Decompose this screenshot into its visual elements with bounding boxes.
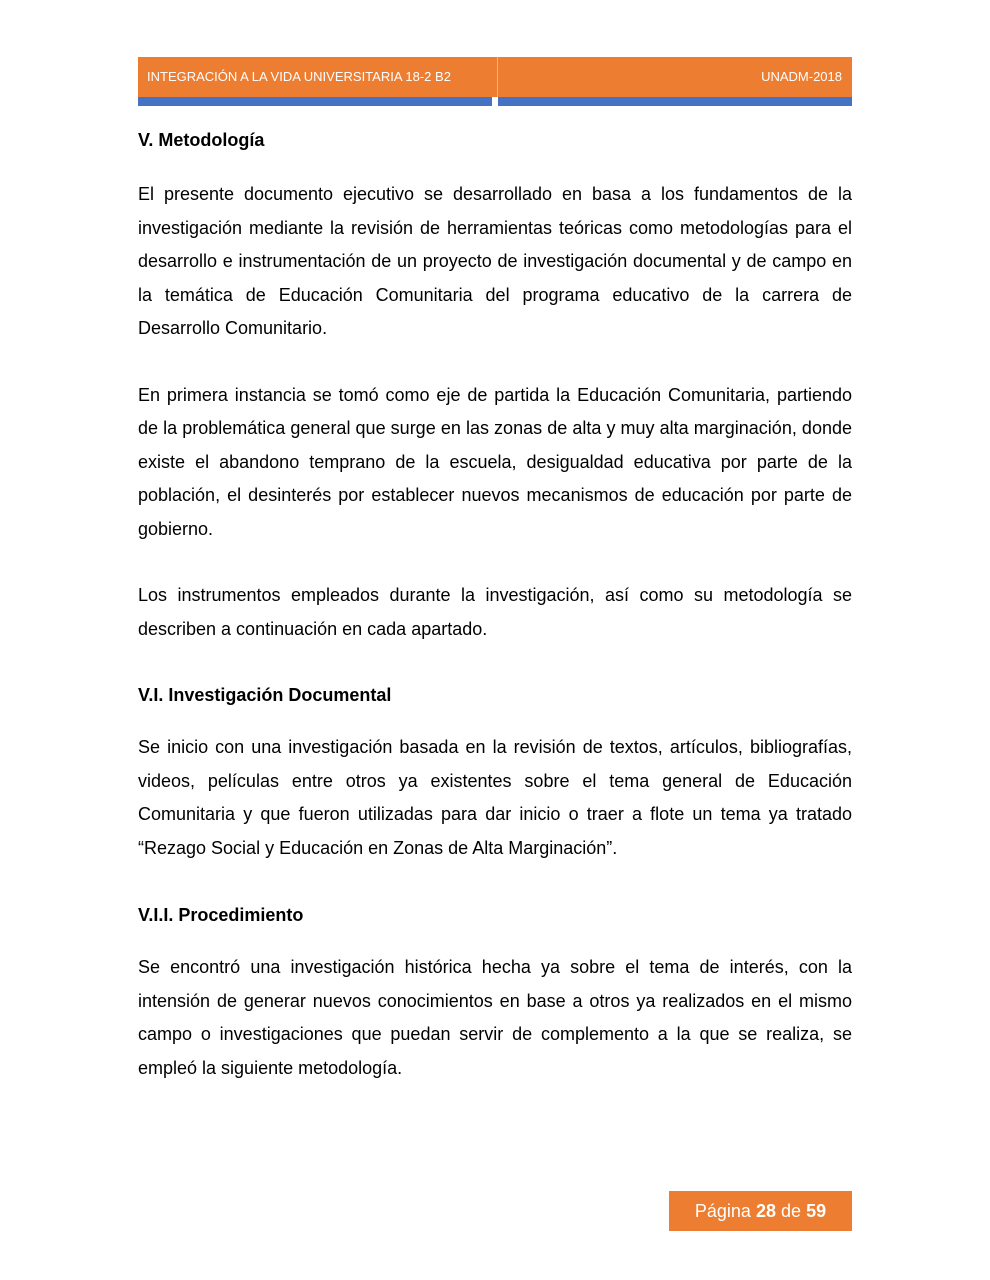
of-label: de <box>781 1201 802 1221</box>
header-institution: UNADM-2018 <box>761 69 842 84</box>
paragraph-procedimiento: Se encontró una investigación histórica hecha ya sobre el tema de interés, con la intensión de generar nuevos conocimientos en base a otros ya realizados en el mismo campo o investigaciones que puedan servir de complemento a la que se realiza, se empleó la siguiente metodología. <box>138 957 852 1078</box>
paragraph-metodologia-2: En primera instancia se tomó como eje de partida la Educación Comunitaria, partiendo de la problemática general que surge en las zonas de alta y muy alta marginación, donde existe el abandono temprano de la escuela, desigualdad educativa por parte de la población, el desinterés por establecer nuevos mecanismos de educación por parte de gobierno. <box>138 384 852 539</box>
section-title-investigacion-documental: V.I. Investigación Documental <box>138 685 392 705</box>
page-header <box>138 57 852 97</box>
section-title-procedimiento: V.I.I. Procedimiento <box>138 905 304 925</box>
header-accent-bar-right <box>498 97 852 106</box>
header-course-title: INTEGRACIÓN A LA VIDA UNIVERSITARIA 18-2 B2 <box>138 57 498 97</box>
paragraph-metodologia-1: El presente documento ejecutivo se desarrollado en basa a los fundamentos de la investigación mediante la revisión de herramientas teóricas como metodologías para el desarrollo e instrumentación de un proyecto de investigación documental y de campo en la temática de Educación Comunitaria del programa educativo de la carrera de Desarrollo Comunitario. <box>138 184 852 338</box>
document-body <box>138 122 852 1085</box>
paragraph-investigacion-documental: Se inicio con una investigación basada en la revisión de textos, artículos, bibliografías, videos, películas entre otros ya existentes sobre el tema general de Educación Comunitaria y que fueron utilizadas para dar inicio o traer a flote un tema ya tratado “Rezago Social y Educación en Zonas de Alta Marginación”. <box>138 737 852 858</box>
current-page-number: 28 <box>755 1201 776 1221</box>
total-pages-number: 59 <box>806 1201 827 1221</box>
paragraph-metodologia-3: Los instrumentos empleados durante la investigación, así como su metodología se describen a continuación en cada apartado. <box>138 585 852 639</box>
header-accent-bar-left <box>138 97 492 106</box>
section-title-metodologia: V. Metodología <box>138 130 265 150</box>
page-label: Página <box>694 1201 751 1221</box>
page-number-footer <box>669 1191 852 1231</box>
